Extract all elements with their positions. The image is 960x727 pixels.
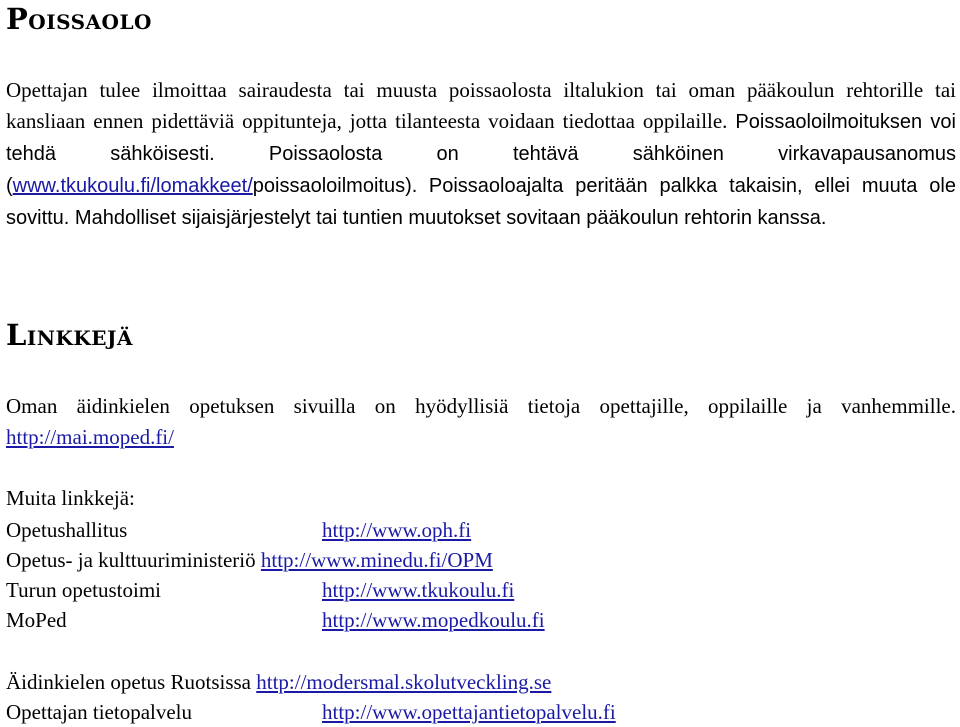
link-label: Opetus- ja kulttuuriministeriö: [6, 548, 256, 572]
lomakkeet-link[interactable]: www.tkukoulu.fi/lomakkeet/: [12, 175, 253, 197]
link-label: Turun opetustoimi: [6, 578, 161, 602]
heading-linkkeja: Linkkejä: [6, 318, 134, 352]
absence-paragraph: [6, 75, 956, 234]
more-links-label: Muita linkkejä:: [6, 486, 135, 510]
link-label: MoPed: [6, 608, 67, 632]
heading-poissaolo: Poissaolo: [6, 2, 152, 36]
mai-moped-link[interactable]: http://mai.moped.fi/: [6, 425, 174, 449]
tkukoulu-link[interactable]: http://www.tkukoulu.fi: [322, 578, 515, 602]
skolutveckling-link[interactable]: http://modersmal.skolutveckling.se: [256, 670, 552, 694]
oph-link[interactable]: http://www.oph.fi: [322, 518, 472, 542]
link-label: Opettajan tietopalvelu: [6, 700, 193, 724]
tietopalvelu-link[interactable]: http://www.opettajantietopalvelu.fi: [322, 700, 616, 724]
link-row-oph: [6, 515, 472, 545]
link-label: Äidinkielen opetus Ruotsissa: [6, 670, 251, 694]
links-intro-paragraph: [6, 391, 956, 453]
link-row-tietopalvelu: [6, 697, 616, 727]
link-row-sweden: [6, 667, 551, 697]
minedu-link[interactable]: http://www.minedu.fi/OPM: [260, 548, 493, 572]
absence-text-link-tail: poissaoloilmoitus).: [252, 175, 418, 197]
link-row-moped: [6, 605, 545, 635]
links-intro-text: Oman äidinkielen opetuksen sivuilla on hyödyllisiä tietoja opettajille, oppilaille ja vanhemmille.: [6, 394, 956, 418]
absence-text-intro: Opettajan tulee ilmoittaa sairaudesta tai muusta poissaolosta iltalukion tai oman pääkoulun rehtorille tai kansliaan ennen pidettäviä oppitunteja, jotta tilanteesta voidaan tiedottaa oppilaille.: [6, 78, 956, 133]
link-row-minedu: [6, 545, 493, 575]
absence-text-electronic: Poissaoloilmoituksen voi tehdä sähköisesti. Poissaolosta on tehtävä sähköinen virkavapausanomus (: [6, 111, 956, 197]
link-label: Opetushallitus: [6, 518, 128, 542]
absence-text-salary: Poissaoloajalta peritään palkka takaisin, ellei muuta ole sovittu. Mahdolliset sijaisjärjestelyt tai tuntien muutokset sovitaan pääkoulun rehtorin kanssa.: [6, 175, 956, 229]
link-row-tkukoulu: [6, 575, 515, 605]
mopedkoulu-link[interactable]: http://www.mopedkoulu.fi: [322, 608, 545, 632]
